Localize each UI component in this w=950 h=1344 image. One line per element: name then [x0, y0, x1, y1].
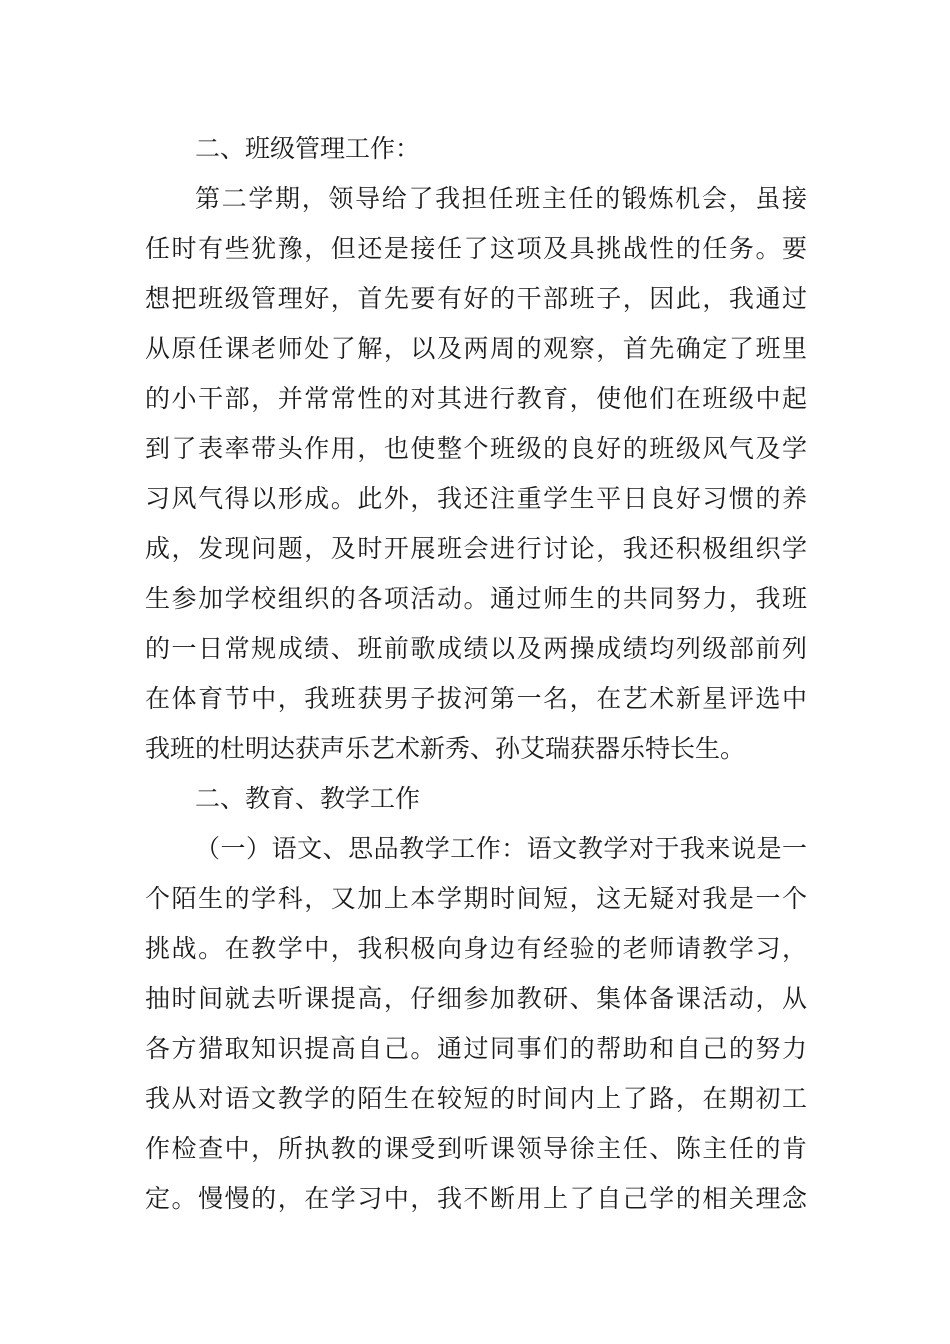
paragraph-line: 定。慢慢的，在学习中，我不断用上了自己学的相关理念 — [145, 1184, 807, 1213]
paragraph-line: 从原任课老师处了解，以及两周的观察，首先确定了班里 — [145, 334, 807, 363]
paragraph-line: 挑战。在教学中，我积极向身边有经验的老师请教学习， — [145, 934, 807, 963]
paragraph-line: 成，发现问题，及时开展班会进行讨论，我还积极组织学 — [145, 534, 807, 563]
paragraph-line: 在体育节中，我班获男子拔河第一名，在艺术新星评选中 — [145, 684, 807, 713]
paragraph-line: 到了表率带头作用，也使整个班级的良好的班级风气及学 — [145, 434, 807, 463]
paragraph-line: 任时有些犹豫，但还是接任了这项及具挑战性的任务。要 — [145, 234, 807, 263]
paragraph-line: 我班的杜明达获声乐艺术新秀、孙艾瑞获器乐特长生。 — [145, 734, 746, 763]
paragraph-line: 作检查中，所执教的课受到听课领导徐主任、陈主任的肯 — [145, 1134, 807, 1163]
paragraph-line: 习风气得以形成。此外，我还注重学生平日良好习惯的养 — [145, 484, 807, 513]
paragraph-line: 个陌生的学科，又加上本学期时间短，这无疑对我是一个 — [145, 884, 807, 913]
paragraph-line: 抽时间就去听课提高，仔细参加教研、集体备课活动，从 — [145, 984, 807, 1013]
paragraph-line: 我从对语文教学的陌生在较短的时间内上了路，在期初工 — [145, 1084, 807, 1113]
paragraph-line: 想把班级管理好，首先要有好的干部班子，因此，我通过 — [145, 284, 807, 313]
heading-education-teaching: 二、教育、教学工作 — [195, 784, 421, 813]
heading-class-management: 二、班级管理工作： — [195, 134, 421, 163]
paragraph-line: 第二学期，领导给了我担任班主任的锻炼机会，虽接 — [195, 184, 807, 213]
paragraph-line: 各方猎取知识提高自己。通过同事们的帮助和自己的努力 — [145, 1034, 807, 1063]
paragraph-line: （一）语文、思品教学工作：语文教学对于我来说是一 — [195, 834, 807, 863]
paragraph-line: 的一日常规成绩、班前歌成绩以及两操成绩均列级部前列 — [145, 634, 807, 663]
paragraph-line: 的小干部，并常常性的对其进行教育，使他们在班级中起 — [145, 384, 807, 413]
paragraph-line: 生参加学校组织的各项活动。通过师生的共同努力，我班 — [145, 584, 807, 613]
